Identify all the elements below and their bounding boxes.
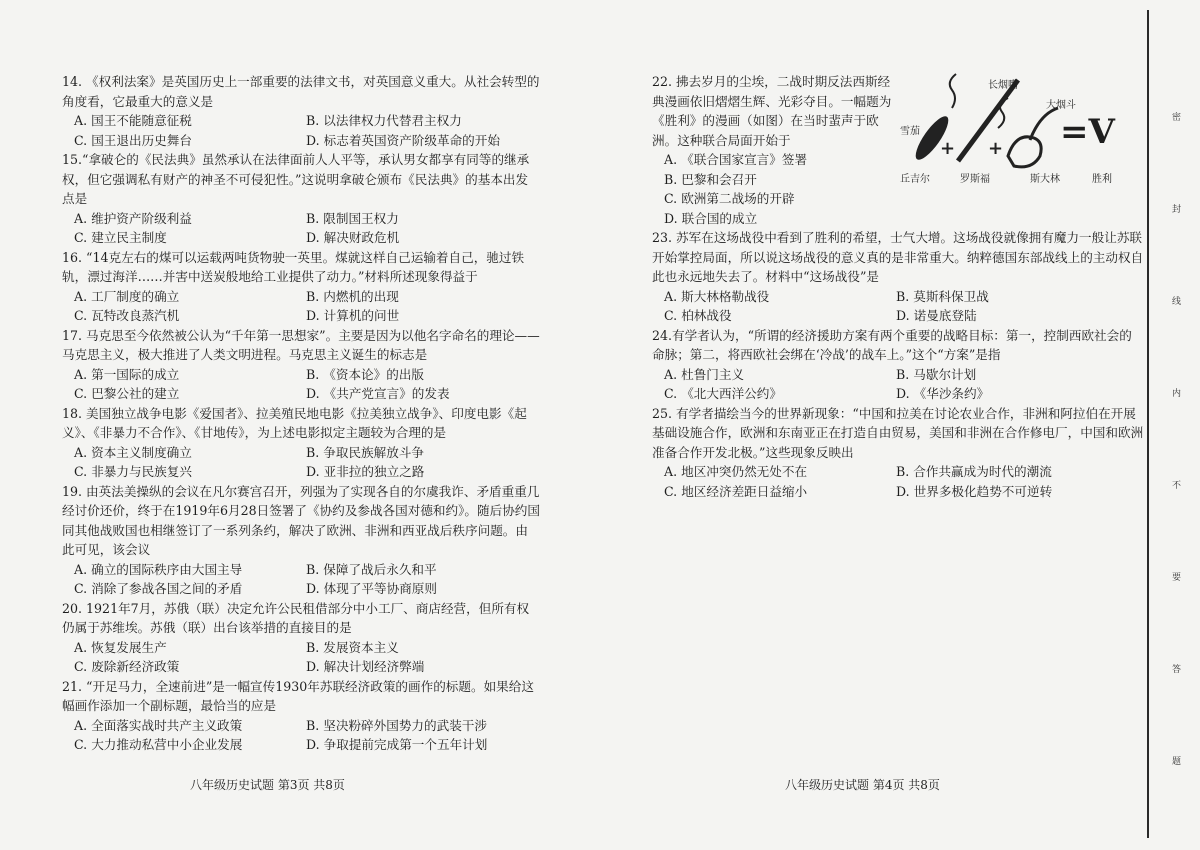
question-text: 22. 拂去岁月的尘埃，二战时期反法西斯经典漫画依旧熠熠生辉、光彩夺目。一幅题为《胜利》的漫画（如图）在当时蜚声于欧洲。这种联合局面开始于 [652, 74, 892, 148]
option-b: B. 合作共赢成为时代的潮流 [896, 464, 1052, 479]
question-block [62, 326, 540, 404]
option-c: C. 柏林战役 [664, 308, 732, 323]
question-options [62, 209, 540, 248]
option-b: B. 以法律权力代替君主权力 [306, 113, 462, 128]
option-c: C. 大力推动私营中小企业发展 [74, 737, 243, 752]
option-c: C. 废除新经济政策 [74, 659, 180, 674]
option-c: C. 国王退出历史舞台 [74, 132, 192, 148]
question-list [652, 228, 1144, 501]
pipe-shape [1008, 137, 1041, 167]
question-options [62, 365, 540, 404]
question-block [652, 404, 1144, 502]
option-d: D. 亚非拉的独立之路 [306, 464, 425, 479]
page-footer-right: 八年级历史试题 第4页 共8页 [785, 778, 940, 792]
option-b: B. 马歇尔计划 [896, 366, 977, 382]
option-d: D. 体现了平等协商原则 [306, 581, 437, 596]
binding-char: 密 [1172, 113, 1182, 123]
option-c: C. 非暴力与民族复兴 [74, 464, 192, 479]
option-a: A. 维护资产阶级利益 [74, 210, 192, 226]
smoke-shape [950, 74, 956, 108]
question-block [652, 228, 1144, 326]
question-block [62, 599, 540, 677]
option-a: A. 斯大林格勒战役 [664, 288, 770, 304]
question-text: 19. 由英法美操纵的会议在凡尔赛宫召开，列强为了实现各自的尔虞我诈、矛盾重重几经讨价还价，终于在1919年6月28日签署了《协约及参战各国对德和约》。随后协约国同其他战败国也相继签订了一系列条约，解决了欧洲、非洲和西亚战后秩序问题。由此可见，该会议 [62, 483, 540, 557]
option-b: B. 保障了战后永久和平 [306, 561, 437, 577]
option-b: B. 发展资本主义 [306, 639, 399, 655]
option-a: A. 《联合国家宣言》签署 [664, 152, 808, 167]
caption-roosevelt: 罗斯福 [960, 174, 990, 185]
question-options [62, 443, 540, 482]
question-options [652, 287, 1144, 326]
question-options [62, 638, 540, 677]
question-text: 20. 1921年7月，苏俄（联）决定允许公民租借部分中小工厂、商店经营，但所有权仍属于苏维埃。苏俄（联）出台该举措的直接目的是 [62, 600, 530, 635]
option-a: A. 地区冲突仍然无处不在 [664, 464, 808, 479]
option-a: A. 全面落实战时共产主义政策 [74, 717, 243, 733]
option-c: C. 巴黎公社的建立 [74, 386, 180, 401]
pipe-stem-shape [1030, 108, 1058, 140]
binding-char: 不 [1172, 481, 1182, 491]
question-block [62, 404, 540, 482]
question-options [652, 365, 1144, 404]
question-text: 25. 有学者描绘当今的世界新现象：“中国和拉美在讨论农业合作，非洲和阿拉伯在开展基础设施合作，欧洲和东南亚正在打造自由贸易，美国和非洲在合作修电厂，中国和欧洲准备合作开发北极。”这些现象反映出 [652, 405, 1144, 460]
option-c: C. 消除了参战各国之间的矛盾 [74, 581, 243, 596]
victory-cartoon [900, 66, 1140, 186]
question-options [62, 111, 540, 150]
question-block [62, 677, 540, 755]
option-b: B. 内燃机的出现 [306, 288, 399, 304]
option-b: B. 巴黎和会召开 [664, 171, 757, 187]
caption-stalin: 斯大林 [1030, 174, 1060, 185]
option-c: C. 《北大西洋公约》 [664, 386, 782, 401]
option-d: D. 诺曼底登陆 [896, 308, 977, 323]
svg-text:+: + [988, 138, 1004, 159]
option-c: C. 建立民主制度 [74, 230, 167, 245]
label-big-pipe: 大烟斗 [1046, 100, 1076, 111]
binding-char: 内 [1172, 389, 1182, 399]
option-d: D. 解决计划经济弊端 [306, 659, 425, 674]
option-a: A. 杜鲁门主义 [664, 366, 745, 382]
question-options [62, 560, 540, 599]
binding-char: 答 [1172, 665, 1182, 675]
option-d: D. 计算机的问世 [306, 308, 400, 323]
option-b: B. 坚决粉碎外国势力的武装干涉 [306, 717, 487, 733]
question-text: 24.有学者认为，“所谓的经济援助方案有两个重要的战略目标：第一，控制西欧社会的命脉；第二，将西欧社会绑在‘冷战’的战车上。”这个“方案”是指 [652, 327, 1132, 362]
option-d: D. 联合国的成立 [664, 210, 758, 226]
option-b: B. 《资本论》的出版 [306, 366, 425, 382]
option-b: B. 争取民族解放斗争 [306, 444, 425, 460]
cartoon-result: =V [1060, 112, 1115, 152]
option-d: D. 《共产党宣言》的发表 [306, 386, 450, 401]
option-b: B. 限制国王权力 [306, 210, 399, 226]
question-text: 16. “14克左右的煤可以运载两吨货物驶一英里。煤就这样自己运输着自己，驰过铁轨，漂过海洋……并害中送炭般地给工业提供了动力。”材料所述现象得益于 [62, 249, 525, 284]
option-a: A. 资本主义制度确立 [74, 444, 192, 460]
binding-char: 要 [1172, 573, 1182, 583]
question-text: 21. “开足马力，全速前进”是一幅宣传1930年苏联经济政策的画作的标题。如果给这幅画作添加一个副标题，最恰当的应是 [62, 678, 534, 713]
label-long-holder: 长烟嘴 [988, 80, 1018, 91]
option-a: A. 国王不能随意征税 [74, 113, 192, 128]
option-d: D. 争取提前完成第一个五年计划 [306, 737, 488, 752]
binding-char: 题 [1172, 757, 1182, 767]
question-text: 23. 苏军在这场战役中看到了胜利的希望，士气大增。这场战役就像拥有魔力一般让苏联开始掌控局面，所以说这场战役的意义真的是非常重大。纳粹德国东部战线上的主动权自此也永远地失去了。材料中“这场战役”是 [652, 230, 1144, 284]
option-a: A. 工厂制度的确立 [74, 288, 180, 304]
option-c: C. 瓦特改良蒸汽机 [74, 308, 180, 323]
binding-char: 封 [1172, 205, 1182, 215]
option-a: A. 第一国际的成立 [74, 366, 180, 382]
caption-churchill: 丘吉尔 [900, 174, 930, 185]
question-text: 14. 《权利法案》是英国历史上一部重要的法律文书，对英国意义重大。从社会转型的角度看，它最重大的意义是 [62, 74, 540, 109]
question-options [652, 150, 897, 228]
question-options [62, 287, 540, 326]
option-b: B. 莫斯科保卫战 [896, 288, 989, 304]
option-c: C. 欧洲第二战场的开辟 [664, 191, 795, 206]
question-block [62, 482, 540, 599]
option-d: D. 标志着英国资产阶级革命的开始 [306, 132, 500, 148]
page-footer-left: 八年级历史试题 第3页 共8页 [190, 778, 345, 792]
option-d: D. 世界多极化趋势不可逆转 [896, 483, 1053, 499]
question-options [62, 716, 540, 755]
binding-char: 线 [1172, 297, 1182, 307]
option-d: D. 《华沙条约》 [896, 386, 990, 401]
option-a: A. 恢复发展生产 [74, 639, 167, 655]
option-d: D. 解决财政危机 [306, 230, 400, 245]
question-block [62, 72, 540, 150]
question-text: 17. 马克思至今依然被公认为“千年第一思想家”。主要是因为以他名字命名的理论——马克思主义，极大推进了人类文明进程。马克思主义诞生的标志是 [62, 327, 540, 362]
question-text: 18. 美国独立战争电影《爱国者》、拉美殖民地电影《拉美独立战争》、印度电影《起义》、《非暴力不合作》、《甘地传》，为上述电影拟定主题较为合理的是 [62, 405, 527, 440]
question-options [652, 462, 1144, 501]
left-page [62, 72, 540, 755]
caption-victory: 胜利 [1092, 174, 1112, 185]
label-cigar: 雪茄 [900, 126, 920, 137]
question-list [62, 72, 540, 755]
question-block [62, 150, 540, 248]
option-c: C. 地区经济差距日益缩小 [664, 483, 808, 499]
binding-line [1147, 10, 1149, 838]
question-text: 15.“拿破仑的《民法典》虽然承认在法律面前人人平等，承认男女都享有同等的继承权，但它强调私有财产的神圣不可侵犯性。”这说明拿破仑颁布《民法典》的基本出发点是 [62, 152, 530, 206]
option-a: A. 确立的国际秩序由大国主导 [74, 561, 243, 577]
question-block [62, 248, 540, 326]
svg-text:+: + [940, 138, 956, 159]
question-22 [652, 72, 897, 228]
question-block [652, 326, 1144, 404]
right-page [652, 72, 1144, 501]
